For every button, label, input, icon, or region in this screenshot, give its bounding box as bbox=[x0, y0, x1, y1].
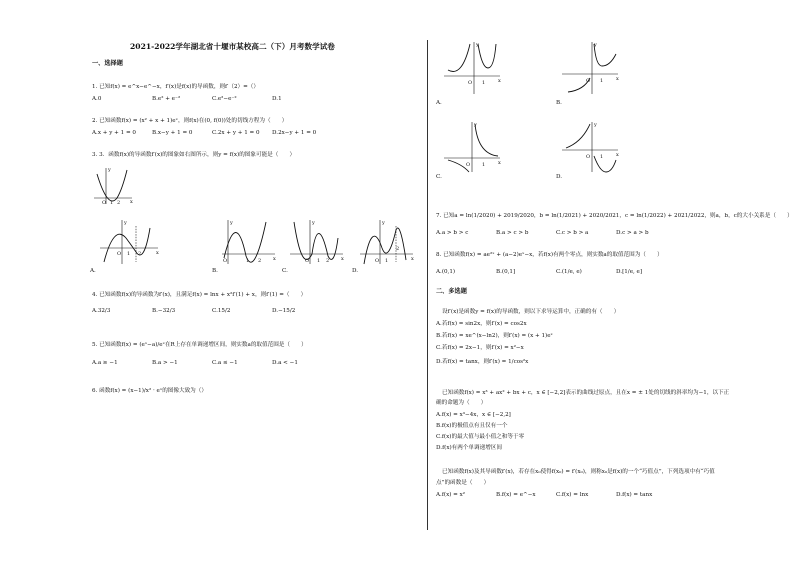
q11-option-a: A.f(x) = x² bbox=[436, 492, 466, 498]
q1-option-b: B.e² + e⁻² bbox=[152, 96, 181, 102]
q1-option-c: C.e²−e⁻² bbox=[212, 96, 237, 102]
q3-axis-label: y bbox=[108, 167, 111, 173]
q3d-tick-label: 1 bbox=[385, 258, 389, 264]
q6-graph-b bbox=[562, 40, 620, 96]
q6d-origin-label: O bbox=[586, 154, 591, 160]
q3-tick-label: 1 bbox=[110, 200, 114, 206]
q4-option-a: A.32/3 bbox=[92, 308, 111, 314]
q4-option-d: D.−15/2 bbox=[272, 308, 296, 314]
q7-option-c: C.c > b > a bbox=[556, 230, 589, 236]
q5-option-a: A.a ≥ −1 bbox=[92, 360, 118, 366]
question-6: 6. 函数f(x) = (x−1)/x² · eˣ的图像大致为（） bbox=[92, 388, 207, 394]
q3-axis-label: x bbox=[130, 199, 133, 205]
q6c-tick-label: 1 bbox=[482, 162, 486, 168]
q3a-axis-label: y bbox=[124, 220, 127, 226]
question-10-line1: 已知函数f(x) = x³ + ax² + bx + c，x ∈ [−2,2]表示的曲线过原点，且在x = ± 1处的切线的斜率均为−1，以下正 bbox=[442, 390, 730, 396]
q3b-tick-label: 2 bbox=[258, 258, 262, 264]
q1-option-a: A.0 bbox=[92, 96, 102, 102]
q3d-axis-label: y bbox=[382, 220, 385, 226]
question-3: 3. 3．函数f(x)的导函数f′(x)的图象如右图所示，则y = f(x)的图象可能是（ ） bbox=[92, 152, 296, 158]
q10-option-b: B.f(x)的极值点有且仅有一个 bbox=[436, 423, 508, 429]
q1-option-d: D.1 bbox=[272, 96, 282, 102]
q3-label-d: D. bbox=[352, 268, 359, 274]
q6-graph-c bbox=[444, 120, 502, 174]
q2-option-a: A.x + y + 1 = 0 bbox=[92, 130, 136, 136]
q7-option-a: A.a > b > c bbox=[436, 230, 469, 236]
q6-label-b: B. bbox=[556, 100, 562, 106]
q3d-axis-label: x bbox=[411, 256, 414, 262]
q6-graph-d bbox=[562, 120, 620, 174]
q8-option-d: D.[1/e, e] bbox=[616, 269, 643, 275]
q3-graph-b bbox=[222, 218, 277, 266]
q6-graph-a bbox=[444, 40, 502, 96]
q6d-tick-label: 1 bbox=[600, 154, 604, 160]
q6a-origin-label: O bbox=[468, 80, 473, 86]
question-1: 1. 已知f(x) = e^x−e^−x，f′(x)是f(x)的导函数，则f′（2）=（） bbox=[92, 84, 259, 90]
question-2: 2. 已知函数f(x) = (x² + x + 1)eˣ，则f(x)在(0, f(0))处的切线方程为（ ） bbox=[92, 118, 288, 124]
q6a-tick-label: 1 bbox=[482, 80, 486, 86]
q6b-axis-label: y bbox=[594, 42, 597, 48]
q5-option-d: D.a < −1 bbox=[272, 360, 298, 366]
question-4: 4. 已知函数f(x)的导函数为f′(x)，且满足f(x) = lnx + x²f′(1) + x，则f′(1) =（ ） bbox=[92, 292, 307, 298]
q8-option-b: B.(0,1] bbox=[496, 269, 516, 275]
q3-label-b: B. bbox=[212, 268, 218, 274]
q3-tick-label: 2 bbox=[117, 200, 121, 206]
q6d-axis-label: y bbox=[594, 122, 597, 128]
q3b-axis-label: x bbox=[273, 256, 276, 262]
q4-option-c: C.15/2 bbox=[212, 308, 231, 314]
q3a-origin-label: O bbox=[117, 251, 122, 257]
q3-origin-label: O bbox=[102, 200, 107, 206]
section-heading-choice: 一、选择题 bbox=[92, 60, 123, 67]
q2-option-c: C.2x + y + 1 = 0 bbox=[212, 130, 260, 136]
q3-graph-a bbox=[100, 218, 160, 266]
q3a-axis-label: x bbox=[156, 250, 159, 256]
question-11-line2: 点”的函数是（ ） bbox=[436, 480, 490, 486]
q10-option-c: C.f(x)的最大值与最小值之和等于零 bbox=[436, 434, 525, 440]
question-7: 7. 已知a = ln(1/2020) + 2019/2020，b = ln(1/2021) + 2020/2021，c = ln(1/2022) + 2021/2022，则a，b，c的大小关系是（ ） bbox=[436, 213, 793, 219]
q2-option-b: B.x−y + 1 = 0 bbox=[152, 130, 193, 136]
q10-option-a: A.f(x) = x³−4x，x ∈ [−2,2] bbox=[436, 412, 511, 418]
q6c-origin-label: O bbox=[466, 162, 471, 168]
question-10-line2: 确的命题为（ ） bbox=[436, 400, 487, 406]
q6c-axis-label: x bbox=[498, 160, 501, 166]
q3c-tick-label: 1 bbox=[317, 258, 321, 264]
q3c-origin-label: O bbox=[305, 258, 310, 264]
q6d-axis-label: x bbox=[616, 152, 619, 158]
q6-label-d: D. bbox=[556, 174, 563, 180]
q3c-axis-label: y bbox=[312, 220, 315, 226]
column-divider bbox=[427, 40, 428, 530]
question-11-line1: 已知函数f(x)及其导函数f′(x)，若存在x₀使得f(x₀) = f′(x₀)，则称x₀是f(x)的一个“巧值点”，下列选项中有“巧值 bbox=[442, 469, 715, 475]
q6a-axis-label: x bbox=[498, 78, 501, 84]
q3-label-a: A. bbox=[90, 268, 96, 274]
question-5: 5. 已知函数f(x) = (eˣ−a)/eˣ在R上存在单调递增区间，则实数a的取值范围是（ ） bbox=[92, 342, 307, 348]
q9-option-c: C.若f(x) = 2x−1，则f′(x) = x²−x bbox=[436, 345, 524, 351]
q5-option-b: B.a > −1 bbox=[152, 360, 178, 366]
question-8: 8. 已知函数f(x) = ae²ˣ + (a−2)eˣ−x，若f(x)有两个零点，则实数a的取值范围为（ ） bbox=[436, 252, 663, 258]
q3d-origin-label: O bbox=[375, 258, 380, 264]
section-heading-multi: 二、多选题 bbox=[436, 288, 467, 295]
q10-option-d: D.f(x)有两个单调递增区间 bbox=[436, 445, 502, 451]
q2-option-d: D.2x−y + 1 = 0 bbox=[272, 130, 317, 136]
q7-option-d: D.c > a > b bbox=[616, 230, 649, 236]
q3b-tick-label: 1 bbox=[246, 258, 250, 264]
q6a-axis-label: y bbox=[476, 42, 479, 48]
q6c-axis-label: y bbox=[474, 122, 477, 128]
q9-option-b: B.若f(x) = xe^(x−ln2)，则f′(x) = (x + 1)eˣ bbox=[436, 333, 553, 339]
q3b-origin-label: O bbox=[223, 258, 228, 264]
q9-option-a: A.若f(x) = sin2x，则f′(x) = cos2x bbox=[436, 321, 527, 327]
q6b-tick-label: 1 bbox=[600, 78, 604, 84]
q3a-tick-label: 2 bbox=[138, 251, 142, 257]
q7-option-b: B.a > c > b bbox=[496, 230, 529, 236]
q3-graph-d bbox=[360, 218, 415, 266]
q3c-axis-label: x bbox=[341, 256, 344, 262]
q3-graph-c bbox=[290, 218, 345, 266]
q6-label-a: A. bbox=[436, 100, 442, 106]
q6b-axis-label: x bbox=[616, 76, 619, 82]
q6b-origin-label: O bbox=[586, 78, 591, 84]
q5-option-c: C.a ≤ −1 bbox=[212, 360, 238, 366]
exam-title: 2021-2022学年湖北省十堰市某校高二（下）月考数学试卷 bbox=[130, 42, 335, 51]
q3-label-c: C. bbox=[282, 268, 288, 274]
q3-derivative-graph bbox=[94, 166, 134, 206]
q8-option-a: A.(0,1) bbox=[436, 269, 456, 275]
q9-option-d: D.若f(x) = tanx，则f′(x) = 1/cos²x bbox=[436, 359, 529, 365]
q4-option-b: B.−32/3 bbox=[152, 308, 176, 314]
q8-option-c: C.(1/e, e) bbox=[556, 269, 582, 275]
q11-option-d: D.f(x) = tanx bbox=[616, 492, 653, 498]
q3c-tick-label: 2 bbox=[326, 258, 330, 264]
q3d-tick-label: 2 bbox=[396, 246, 400, 252]
question-9: 设f′(x)是函数y = f(x)的导函数，则以下求导运算中，正确的有（ ） bbox=[442, 309, 620, 315]
q11-option-b: B.f(x) = e^−x bbox=[496, 492, 536, 498]
q3b-axis-label: y bbox=[230, 220, 233, 226]
q11-option-c: C.f(x) = lnx bbox=[556, 492, 589, 498]
q3a-tick-label: 1 bbox=[127, 251, 131, 257]
q6-label-c: C. bbox=[436, 174, 442, 180]
